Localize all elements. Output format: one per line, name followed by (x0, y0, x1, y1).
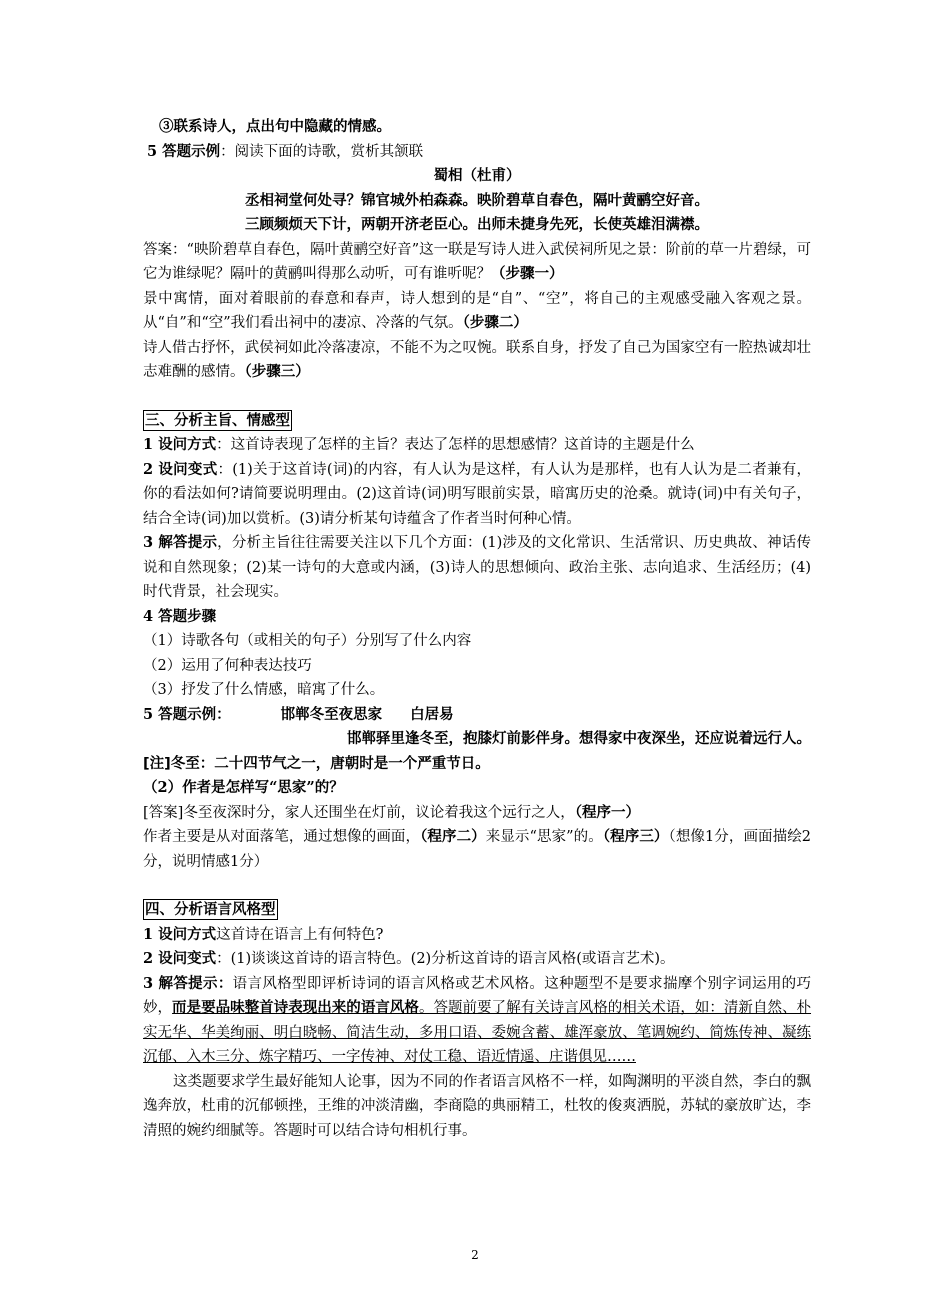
answer-text: 诗人借古抒怀，武侯祠如此冷落凄凉，不能不为之叹惋。联系自身，抒发了自己为国家空有一腔热诚却壮志难酬的感情。 (143, 339, 811, 380)
q-text: ：(1)关于这首诗(词)的内容，有人认为是这样，有人认为是那样，也有人认为是二者兼有，你的看法如何?请简要说明理由。(2)这首诗(词)明写眼前实景，暗寓历史的沧桑。就诗(词)中有关句子，结合全诗(词)加以赏析。(3)请分析某句诗蕴含了作者当时何种心情。 (143, 461, 812, 527)
step-3: （3）抒发了什么情感，暗寓了什么。 (143, 682, 385, 698)
poem-title: 邯郸冬至夜思家 (280, 706, 383, 723)
q-label: 1 设问方式 (143, 925, 217, 943)
spacer (143, 385, 811, 409)
q-label: 2 设问变式 (143, 460, 218, 478)
s3-q1 (143, 433, 811, 458)
answer-text: [答案]冬至夜深时分，家人还围坐在灯前，议论着我这个远行之人， (143, 804, 575, 821)
answer-step-3 (143, 336, 811, 385)
example-label: 5 答题示例： (143, 705, 231, 723)
section-4-heading-row (143, 898, 811, 923)
example-intro (143, 140, 811, 165)
s3-answer-1 (143, 801, 811, 826)
answer-text: 答案：“映阶碧草自春色，隔叶黄鹂空好音”这一联是写诗人进入武侯祠所见之景：阶前的草一片碧绿，可它为谁绿呢？隔叶的黄鹂叫得那么动听，可有谁听呢？ (143, 241, 811, 282)
poem-title: 蜀相（杜甫） (433, 168, 521, 184)
q-text: ：(1)谈谈这首诗的语言特色。(2)分析这首诗的语言风格(或语言艺术)。 (216, 951, 675, 967)
answer-text: 来显示“思家”的。 (485, 829, 603, 845)
poem-line-2: 三顾频烦天下计，两朝开济老臣心。出师未捷身先死，长使英雄泪满襟。 (245, 217, 709, 233)
step-tag: （步骤三） (244, 363, 310, 380)
q-label: 1 设问方式 (143, 436, 217, 453)
s4-q2 (143, 947, 811, 972)
s3-example (143, 703, 811, 728)
section-4-heading: 四、分析语言风格型 (145, 901, 276, 918)
q-text-terms: 。答题前要了解有关诗言风格的相关术语，如：清新自然、朴实无华、华美绚丽、明白晓畅、简洁生动，多用口语、委婉含蓄、雄浑豪放、笔调婉约、简炼传神、凝练沉郁、入木三分、炼字精巧、一字传神、对仗工稳、语近情遥、庄谐俱见…… (143, 1000, 812, 1065)
answer-step-2 (143, 287, 811, 336)
s4-q1 (143, 923, 811, 948)
step-tag: （程序一） (574, 803, 641, 821)
section-3-heading: 三、分析主旨、情感型 (145, 411, 290, 429)
q-text: 这首诗在语言上有何特色? (216, 926, 384, 943)
s4-paragraph: 这类题要求学生最好能知人论事，因为不同的作者语言风格不一样，如陶渊明的平淡自然，李白的飘逸奔放，杜甫的沉郁顿挫，王维的冲淡清幽，李商隐的典丽精工，杜牧的俊爽洒脱，苏轼的豪放旷达，李清照的婉约细腻等。答题时可以结合诗句相机行事。 (143, 1073, 811, 1139)
s3-q2 (143, 458, 811, 532)
q-label: 3 解答提示： (143, 974, 233, 992)
answer-text: 景中寓情，面对着眼前的春意和春声，诗人想到的是“自”、“空”，将自己的主观感受融入客观之景。从“自”和“空”我们看出祠中的凄凉、冷落的气氛。 (143, 290, 811, 331)
s4-q3 (143, 972, 811, 1070)
document-page (143, 115, 811, 1143)
section-3-heading-row (143, 409, 811, 434)
answer-step-1 (143, 238, 811, 287)
s3-answer-2 (143, 825, 811, 874)
example-text: ：阅读下面的诗歌，赏析其颔联 (220, 143, 424, 160)
step-1: （1）诗歌各句（或相关的句子）分别写了什么内容 (143, 633, 472, 649)
example-label: 5 答题示例 (147, 142, 221, 160)
answer-text: 作者主要是从对面落笔，通过想像的画面， (143, 829, 421, 845)
point-3: ③联系诗人，点出句中隐藏的情感。 (159, 118, 391, 135)
q-text: ：这首诗表现了怎样的主旨？表达了怎样的思想感情？这首诗的主题是什么 (216, 437, 695, 453)
step-2: （2）运用了何种表达技巧 (143, 657, 312, 674)
poem-note: [注]冬至：二十四节气之一，唐朝时是一个严重节日。 (143, 755, 490, 772)
q-label: 3 解答提示 (143, 534, 218, 551)
answer-text: （想像1分，画面描绘2分，说明情感1分） (143, 829, 812, 870)
spacer (143, 874, 811, 898)
q-label: 2 设问变式 (143, 950, 217, 967)
q-text: 语言风格型即评析诗词的语言风格或艺术风格。这种题型不是要求揣摩个别字词运用的巧妙， (143, 975, 812, 1016)
q-text: ，分析主旨往往需要关注以下几个方面：(1)涉及的文化常识、生活常识、历史典故、神话传说和自然现象；(2)某一诗句的大意或内涵，(3)诗人的思想倾向、政治主张、志向追求、生活经历；(4)时代背景，社会现实。 (143, 535, 811, 600)
s3-q4: 4 答题步骤 (143, 607, 217, 625)
poem-line-1: 丞相祠堂何处寻？锦官城外柏森森。映阶碧草自春色，隔叶黄鹂空好音。 (245, 192, 709, 209)
poem-author: 白居易 (410, 706, 454, 723)
step-tag: （程序三） (602, 828, 669, 845)
step-tag: （步骤一） (491, 265, 564, 282)
step-tag: （程序二） (420, 828, 486, 845)
poem-line: 邯郸驿里逢冬至，抱膝灯前影伴身。想得家中夜深坐，还应说着远行人。 (347, 731, 811, 747)
page-number: 2 (471, 1248, 479, 1262)
s3-q3 (143, 531, 811, 605)
step-tag: （步骤二） (462, 314, 528, 331)
s3-question: （2）作者是怎样写“思家”的？ (143, 779, 344, 796)
q-text-emphasis: 而是要品味整首诗表现出来的语言风格 (172, 999, 419, 1016)
